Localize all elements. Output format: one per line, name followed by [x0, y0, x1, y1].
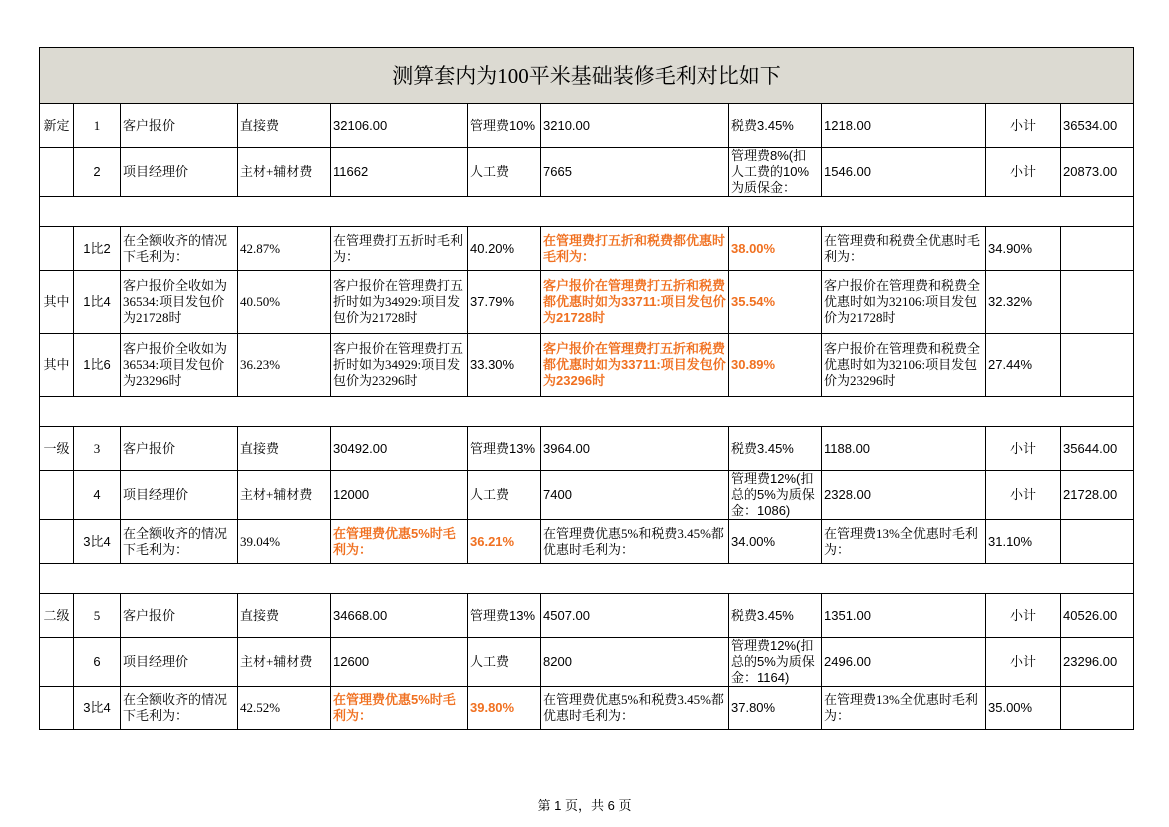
table-cell: 小计 — [986, 427, 1061, 471]
table-cell: 客户报价在管理费打五折和税费都优惠时如为33711:项目发包价为21728时 — [541, 271, 729, 334]
table-cell: 1188.00 — [822, 427, 986, 471]
table-cell: 5 — [74, 594, 121, 638]
table-cell: 33.30% — [468, 334, 541, 397]
table-cell: 在管理费优惠5%时毛利为： — [331, 687, 468, 730]
table-cell: 3比4 — [74, 520, 121, 564]
table-row — [40, 197, 1134, 227]
spacer-cell — [40, 564, 1134, 594]
table-cell: 管理费13% — [468, 594, 541, 638]
table-row — [40, 397, 1134, 427]
table-cell: 小计 — [986, 148, 1061, 197]
table-row — [40, 271, 1134, 334]
table-cell: 人工费 — [468, 471, 541, 520]
table-cell: 在管理费打五折时毛利为： — [331, 227, 468, 271]
table-cell: 12000 — [331, 471, 468, 520]
spacer-cell — [40, 397, 1134, 427]
table-cell: 客户报价 — [121, 427, 238, 471]
table-cell: 34.00% — [729, 520, 822, 564]
table-cell: 在管理费优惠5%和税费3.45%都优惠时毛利为： — [541, 520, 729, 564]
table-cell: 20873.00 — [1061, 148, 1134, 197]
table-cell: 客户报价全收如为36534:项目发包价为23296时 — [121, 334, 238, 397]
table-cell: 客户报价在管理费打五折和税费都优惠时如为33711:项目发包价为23296时 — [541, 334, 729, 397]
table-cell: 7400 — [541, 471, 729, 520]
table-cell: 39.04% — [238, 520, 331, 564]
table-cell: 2496.00 — [822, 638, 986, 687]
table-cell: 3 — [74, 427, 121, 471]
table-cell: 客户报价 — [121, 104, 238, 148]
table-cell: 40.20% — [468, 227, 541, 271]
table-cell: 税费3.45% — [729, 104, 822, 148]
table-cell: 30492.00 — [331, 427, 468, 471]
table-cell: 小计 — [986, 471, 1061, 520]
table-cell: 1比2 — [74, 227, 121, 271]
table-cell: 40526.00 — [1061, 594, 1134, 638]
table-cell: 1351.00 — [822, 594, 986, 638]
table-cell: 3210.00 — [541, 104, 729, 148]
table-row — [40, 148, 1134, 197]
table-cell: 客户报价全收如为36534:项目发包价为21728时 — [121, 271, 238, 334]
table-cell: 客户报价在管理费打五折时如为34929:项目发包价为23296时 — [331, 334, 468, 397]
table-cell: 1546.00 — [822, 148, 986, 197]
table-row — [40, 687, 1134, 730]
table-row — [40, 334, 1134, 397]
table-cell — [1061, 271, 1134, 334]
table-cell: 管理费12%(扣总的5%为质保金：1086) — [729, 471, 822, 520]
table-cell: 36.23% — [238, 334, 331, 397]
table-cell: 管理费10% — [468, 104, 541, 148]
margin-comparison-sheet — [39, 47, 1134, 730]
table-cell: 客户报价在管理费打五折时如为34929:项目发包价为21728时 — [331, 271, 468, 334]
table-row — [40, 227, 1134, 271]
table-cell: 在管理费打五折和税费都优惠时毛利为： — [541, 227, 729, 271]
table-cell: 在管理费13%全优惠时毛利为： — [822, 520, 986, 564]
table-cell: 4507.00 — [541, 594, 729, 638]
table-cell: 其中 — [40, 334, 74, 397]
table-cell: 在管理费优惠5%和税费3.45%都优惠时毛利为： — [541, 687, 729, 730]
table-cell: 1比4 — [74, 271, 121, 334]
table-cell: 在管理费13%全优惠时毛利为： — [822, 687, 986, 730]
table-cell: 6 — [74, 638, 121, 687]
table-cell: 11662 — [331, 148, 468, 197]
table-cell: 4 — [74, 471, 121, 520]
table-cell: 主材+辅材费 — [238, 638, 331, 687]
table-cell: 21728.00 — [1061, 471, 1134, 520]
table-row — [40, 427, 1134, 471]
table-cell — [40, 471, 74, 520]
table-cell: 税费3.45% — [729, 594, 822, 638]
table-cell: 主材+辅材费 — [238, 148, 331, 197]
table-row — [40, 564, 1134, 594]
page-footer: 第 1 页，共 6 页 — [537, 798, 632, 813]
table-cell: 新定 — [40, 104, 74, 148]
table-cell: 主材+辅材费 — [238, 471, 331, 520]
table-cell: 其中 — [40, 271, 74, 334]
table-cell: 12600 — [331, 638, 468, 687]
table-cell: 项目经理价 — [121, 148, 238, 197]
table-cell: 8200 — [541, 638, 729, 687]
table-cell: 34668.00 — [331, 594, 468, 638]
table-cell — [40, 687, 74, 730]
table-cell: 管理费13% — [468, 427, 541, 471]
table-cell: 30.89% — [729, 334, 822, 397]
table-cell: 35.54% — [729, 271, 822, 334]
table-cell: 在管理费和税费全优惠时毛利为： — [822, 227, 986, 271]
sheet-title: 测算套内为100平米基础装修毛利对比如下 — [40, 48, 1134, 104]
table-cell: 38.00% — [729, 227, 822, 271]
table-row — [40, 471, 1134, 520]
table-row — [40, 104, 1134, 148]
table-cell: 37.79% — [468, 271, 541, 334]
table-cell: 42.87% — [238, 227, 331, 271]
table-cell: 管理费12%(扣总的5%为质保金：1164) — [729, 638, 822, 687]
table-cell: 39.80% — [468, 687, 541, 730]
table-cell — [1061, 687, 1134, 730]
table-cell — [40, 148, 74, 197]
table-cell: 32106.00 — [331, 104, 468, 148]
table-cell: 二级 — [40, 594, 74, 638]
table-cell: 3比4 — [74, 687, 121, 730]
table-cell: 管理费8%(扣人工费的10%为质保金： — [729, 148, 822, 197]
table-cell: 23296.00 — [1061, 638, 1134, 687]
table-cell: 42.52% — [238, 687, 331, 730]
table-cell: 1比6 — [74, 334, 121, 397]
table-cell: 3964.00 — [541, 427, 729, 471]
table-cell: 2 — [74, 148, 121, 197]
table-cell: 在全额收齐的情况下毛利为： — [121, 687, 238, 730]
table-cell — [1061, 520, 1134, 564]
table-cell: 客户报价 — [121, 594, 238, 638]
table-cell: 34.90% — [986, 227, 1061, 271]
table-cell: 32.32% — [986, 271, 1061, 334]
table-cell: 36534.00 — [1061, 104, 1134, 148]
table-cell: 40.50% — [238, 271, 331, 334]
table-cell: 客户报价在管理费和税费全优惠时如为32106:项目发包价为23296时 — [822, 334, 986, 397]
table-cell: 27.44% — [986, 334, 1061, 397]
table-row — [40, 594, 1134, 638]
table-cell: 31.10% — [986, 520, 1061, 564]
table-cell — [40, 520, 74, 564]
table-cell: 小计 — [986, 594, 1061, 638]
table-cell: 在管理费优惠5%时毛利为： — [331, 520, 468, 564]
table-cell: 直接费 — [238, 594, 331, 638]
table-cell: 35644.00 — [1061, 427, 1134, 471]
table-cell: 直接费 — [238, 427, 331, 471]
table-cell: 直接费 — [238, 104, 331, 148]
table-cell: 人工费 — [468, 148, 541, 197]
table-cell: 1 — [74, 104, 121, 148]
table-cell: 36.21% — [468, 520, 541, 564]
table-cell: 1218.00 — [822, 104, 986, 148]
table-row — [40, 520, 1134, 564]
table-cell — [1061, 334, 1134, 397]
table-cell: 7665 — [541, 148, 729, 197]
table-cell — [1061, 227, 1134, 271]
table-cell: 2328.00 — [822, 471, 986, 520]
table-cell: 37.80% — [729, 687, 822, 730]
table-row — [40, 638, 1134, 687]
table-cell — [40, 227, 74, 271]
table-cell: 在全额收齐的情况下毛利为： — [121, 520, 238, 564]
table-cell: 税费3.45% — [729, 427, 822, 471]
table-cell: 小计 — [986, 638, 1061, 687]
table-cell: 35.00% — [986, 687, 1061, 730]
table-cell: 一级 — [40, 427, 74, 471]
spacer-cell — [40, 197, 1134, 227]
table-cell: 项目经理价 — [121, 471, 238, 520]
table-cell: 项目经理价 — [121, 638, 238, 687]
table-cell: 客户报价在管理费和税费全优惠时如为32106:项目发包价为21728时 — [822, 271, 986, 334]
table-cell — [40, 638, 74, 687]
table-cell: 人工费 — [468, 638, 541, 687]
table-cell: 小计 — [986, 104, 1061, 148]
table-cell: 在全额收齐的情况下毛利为： — [121, 227, 238, 271]
